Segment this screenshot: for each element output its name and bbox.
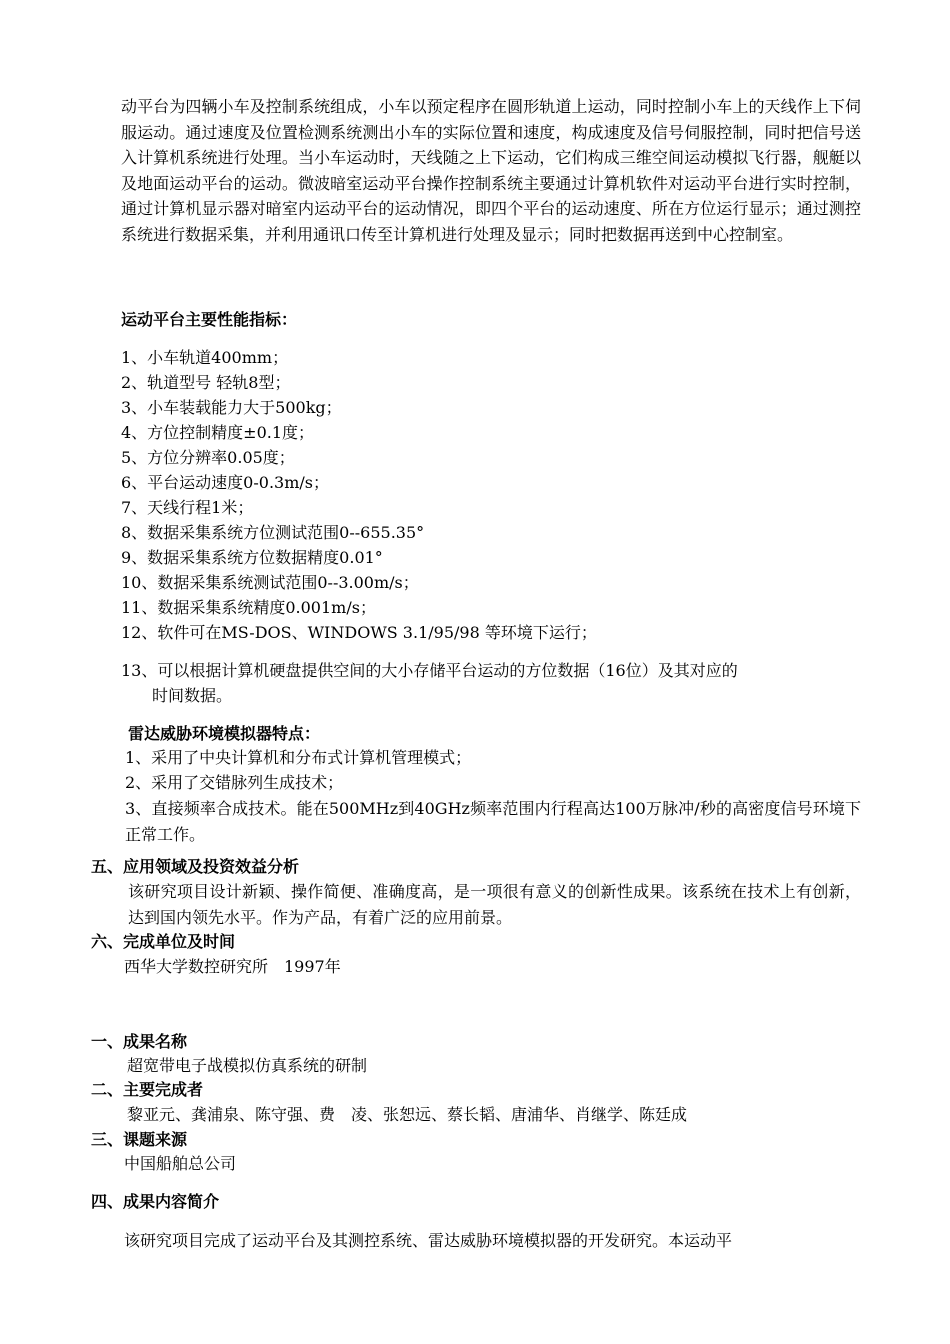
next-section1-text: 超宽带电子战模拟仿真系统的研制 — [127, 1056, 368, 1075]
next-section1-title: 一、成果名称 — [91, 1032, 188, 1051]
platform-spec-item: 10、数据采集系统测试范围0--3.00m/s； — [121, 573, 419, 592]
next-section2-text: 黎亚元、龚浦泉、陈守强、费 凌、张恕远、蔡长韬、唐浦华、肖继学、陈廷成 — [127, 1105, 688, 1124]
platform-spec-item: 5、方位分辨率0.05度； — [121, 448, 295, 467]
section6-title — [91, 930, 235, 954]
platform-spec-title: 运动平台主要性能指标： — [121, 310, 298, 329]
section5-title: 五、应用领域及投资效益分析 — [91, 857, 300, 876]
next-section2-title: 二、主要完成者 — [91, 1080, 204, 1099]
platform-spec-item: 6、平台运动速度0-0.3m/s； — [121, 473, 329, 492]
platform-spec-item-13: 13、可以根据计算机硬盘提供空间的大小存储平台运动的方位数据（16位）及其对应的 — [121, 661, 738, 680]
intro-paragraph: 动平台为四辆小车及控制系统组成，小车以预定程序在圆形轨道上运动，同时控制小车上的天线作上下伺服运动。通过速度及位置检测系统测出小车的实际位置和速度，构成速度及信号伺服控制，同时把信号送入计算机系统进行处理。当小车运动时，天线随之上下运动，它们构成三维空间运动模拟飞行器，舰艇以及地面运动平台的运动。微波暗室运动平台操作控制系统主要通过计算机软件对运动平台进行实时控制，通过计算机显示器对暗室内运动平台的运动情况，即四个平台的运动速度、所在方位运行显示；通过测控系统进行数据采集，并利用通讯口传至计算机进行处理及显示；同时把数据再送到中心控制室。 — [121, 97, 861, 244]
radar-feature-1: 1、采用了中央计算机和分布式计算机管理模式； — [125, 748, 472, 767]
radar-title: 雷达威胁环境模拟器特点： — [128, 724, 321, 743]
radar-feature-3: 3、直接频率合成技术。能在500MHz到40GHz频率范围内行程高达100万脉冲/秒的高密度信号环境下正常工作。 — [125, 799, 861, 844]
platform-spec-item: 9、数据采集系统方位数据精度0.01° — [121, 548, 383, 567]
platform-spec-item-13-cont: 时间数据。 — [152, 686, 233, 705]
platform-spec-item: 12、软件可在MS-DOS、WINDOWS 3.1/95/98 等环境下运行； — [121, 623, 597, 642]
radar-feature-2: 2、采用了交错脉列生成技术； — [125, 773, 344, 792]
next-section3-title: 三、课题来源 — [91, 1130, 188, 1149]
platform-spec-item: 11、数据采集系统精度0.001m/s； — [121, 598, 376, 617]
platform-spec-item: 2、轨道型号 轻轨8型； — [121, 373, 291, 392]
platform-spec-item: 8、数据采集系统方位测试范围0--655.35° — [121, 523, 425, 542]
section6-title-text: 六、完成单位及时间 — [91, 932, 236, 951]
platform-spec-item: 7、天线行程1米； — [121, 498, 254, 517]
platform-spec-item: 3、小车装载能力大于500kg； — [121, 398, 342, 417]
platform-spec-item: 1、小车轨道400mm； — [121, 348, 289, 367]
next-section4-title: 四、成果内容简介 — [91, 1192, 220, 1211]
next-section3-text: 中国船舶总公司 — [124, 1154, 237, 1173]
section5-text: 该研究项目设计新颖、操作简便、准确度高，是一项很有意义的创新性成果。该系统在技术上有创新，达到国内领先水平。作为产品，有着广泛的应用前景。 — [128, 882, 861, 927]
next-section4-text: 该研究项目完成了运动平台及其测控系统、雷达威胁环境模拟器的开发研究。本运动平 — [124, 1231, 733, 1250]
section6-text: 西华大学数控研究所 1997年 — [124, 957, 341, 976]
platform-spec-item: 4、方位控制精度±0.1度； — [121, 423, 315, 442]
